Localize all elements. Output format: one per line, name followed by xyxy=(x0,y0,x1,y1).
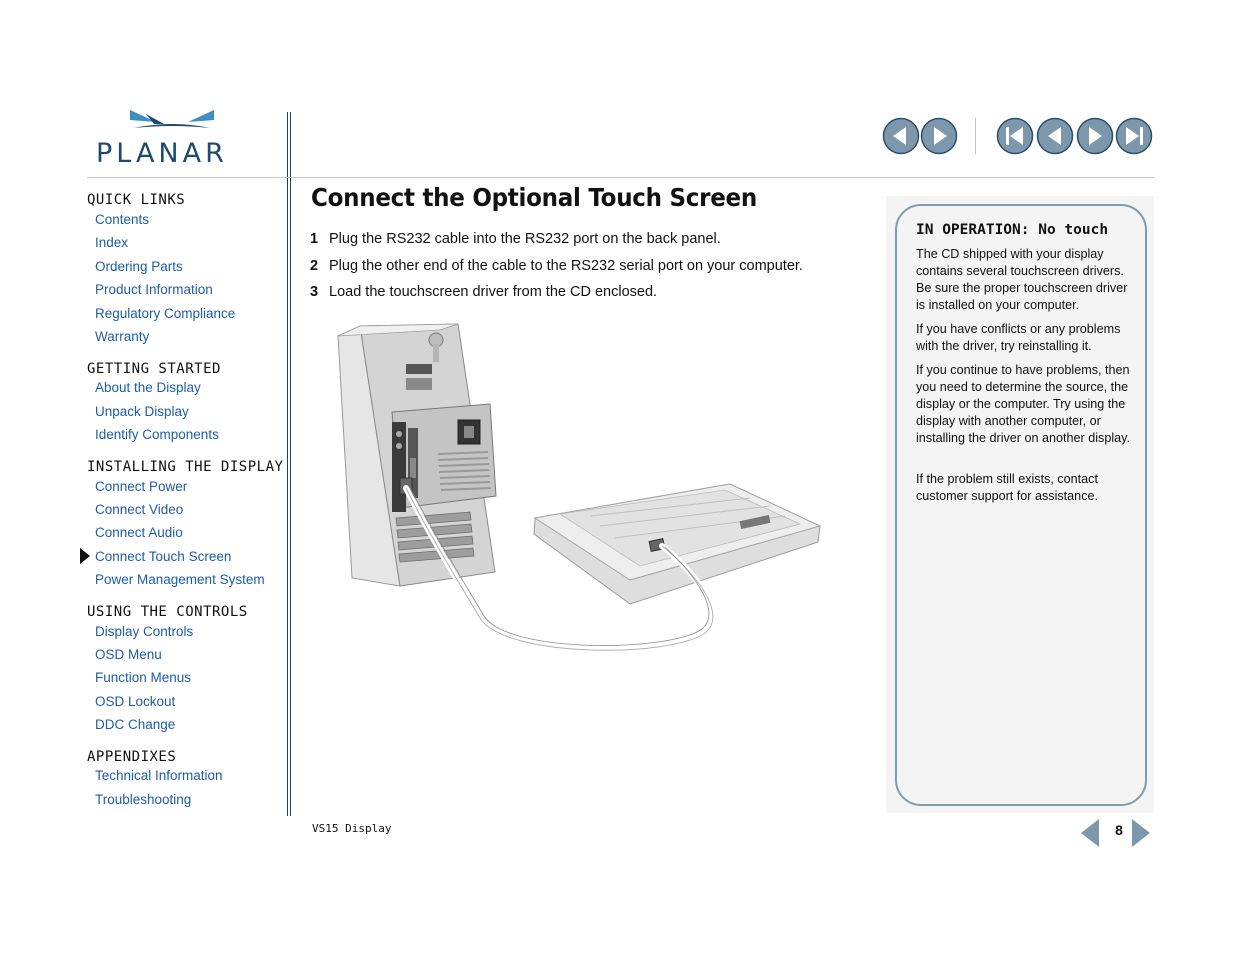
sidebar-link-connect-power[interactable]: Connect Power xyxy=(95,479,188,494)
sidebar-link-unpack-display[interactable]: Unpack Display xyxy=(95,404,189,419)
section-heading-installing-the-display: INSTALLING THE DISPLAY xyxy=(87,459,284,475)
previous-page-icon[interactable] xyxy=(1036,117,1074,155)
step-number: 1 xyxy=(310,231,319,247)
section-heading-appendixes: APPENDIXES xyxy=(87,749,177,765)
sidebar-link-identify-components[interactable]: Identify Components xyxy=(95,427,219,442)
sidebar-link-power-management-system[interactable]: Power Management System xyxy=(95,572,265,587)
sidebar-link-connect-audio[interactable]: Connect Audio xyxy=(95,525,183,540)
sidebar-link-display-controls[interactable]: Display Controls xyxy=(95,624,194,639)
side-panel-paragraph: If you continue to have problems, then you need to determine the source, the display or the computer. Try using the display with another computer, or installing the driver on another display. xyxy=(916,363,1130,445)
sidebar-link-ordering-parts[interactable]: Ordering Parts xyxy=(95,259,183,274)
page-title: Connect the Optional Touch Screen xyxy=(311,183,757,212)
sidebar-link-function-menus[interactable]: Function Menus xyxy=(95,670,192,685)
logo-mark-icon xyxy=(94,106,254,138)
forward-icon[interactable] xyxy=(920,117,958,155)
sidebar-link-osd-lockout[interactable]: OSD Lockout xyxy=(95,694,176,709)
step-number: 2 xyxy=(310,258,319,274)
last-page-icon[interactable] xyxy=(1115,117,1153,155)
sidebar-link-contents[interactable]: Contents xyxy=(95,212,150,227)
next-page-arrow-icon[interactable] xyxy=(1132,819,1150,847)
back-icon[interactable] xyxy=(882,117,920,155)
sidebar-link-ddc-change[interactable]: DDC Change xyxy=(95,717,176,732)
sidebar-divider-inner xyxy=(290,112,291,816)
sidebar-link-warranty[interactable]: Warranty xyxy=(95,329,150,344)
nav-separator xyxy=(975,118,976,154)
side-panel-paragraph: The CD shipped with your display contains several touchscreen drivers. Be sure the proper touchscreen driver is installed on your computer. xyxy=(916,247,1128,312)
step-2 xyxy=(310,258,803,274)
header-rule xyxy=(87,177,1155,178)
side-panel xyxy=(886,196,1154,813)
section-heading-getting-started: GETTING STARTED xyxy=(87,361,221,377)
sidebar-link-technical-information[interactable]: Technical Information xyxy=(95,768,223,783)
section-heading-using-the-controls: USING THE CONTROLS xyxy=(87,604,248,620)
first-page-icon[interactable] xyxy=(996,117,1034,155)
previous-page-arrow-icon[interactable] xyxy=(1081,819,1099,847)
step-3 xyxy=(310,284,657,300)
touchscreen-connection-illustration xyxy=(330,318,830,668)
sidebar-divider xyxy=(287,112,288,816)
next-page-icon[interactable] xyxy=(1076,117,1114,155)
sidebar-link-product-information[interactable]: Product Information xyxy=(95,282,213,297)
sidebar-link-regulatory-compliance[interactable]: Regulatory Compliance xyxy=(95,306,236,321)
side-panel-paragraph: If the problem still exists, contact customer support for assistance. xyxy=(916,472,1098,503)
sidebar-link-connect-touch-screen[interactable]: Connect Touch Screen xyxy=(95,549,232,564)
sidebar-link-troubleshooting[interactable]: Troubleshooting xyxy=(95,792,192,807)
sidebar-link-connect-video[interactable]: Connect Video xyxy=(95,502,184,517)
side-panel-heading: IN OPERATION: No touch xyxy=(916,222,1109,238)
step-text: Plug the other end of the cable to the RS232 serial port on your computer. xyxy=(329,258,803,274)
sidebar-link-index[interactable]: Index xyxy=(95,235,129,250)
current-page-marker-icon xyxy=(80,548,90,564)
step-1 xyxy=(310,231,721,247)
planar-logo xyxy=(94,106,254,168)
sidebar-link-osd-menu[interactable]: OSD Menu xyxy=(95,647,162,662)
operation-note-box xyxy=(895,204,1147,806)
document-name: VS15 Display xyxy=(312,822,392,835)
section-heading-quick-links: QUICK LINKS xyxy=(87,192,186,208)
page-number: 8 xyxy=(1115,822,1123,838)
step-number: 3 xyxy=(310,284,319,300)
step-text: Plug the RS232 cable into the RS232 port on the back panel. xyxy=(329,231,721,247)
brand-name: PLANAR xyxy=(96,138,228,169)
side-panel-paragraph: If you have conflicts or any problems with the driver, try reinstalling it. xyxy=(916,322,1121,353)
step-text: Load the touchscreen driver from the CD enclosed. xyxy=(329,284,658,300)
sidebar-link-about-the-display[interactable]: About the Display xyxy=(95,380,201,395)
